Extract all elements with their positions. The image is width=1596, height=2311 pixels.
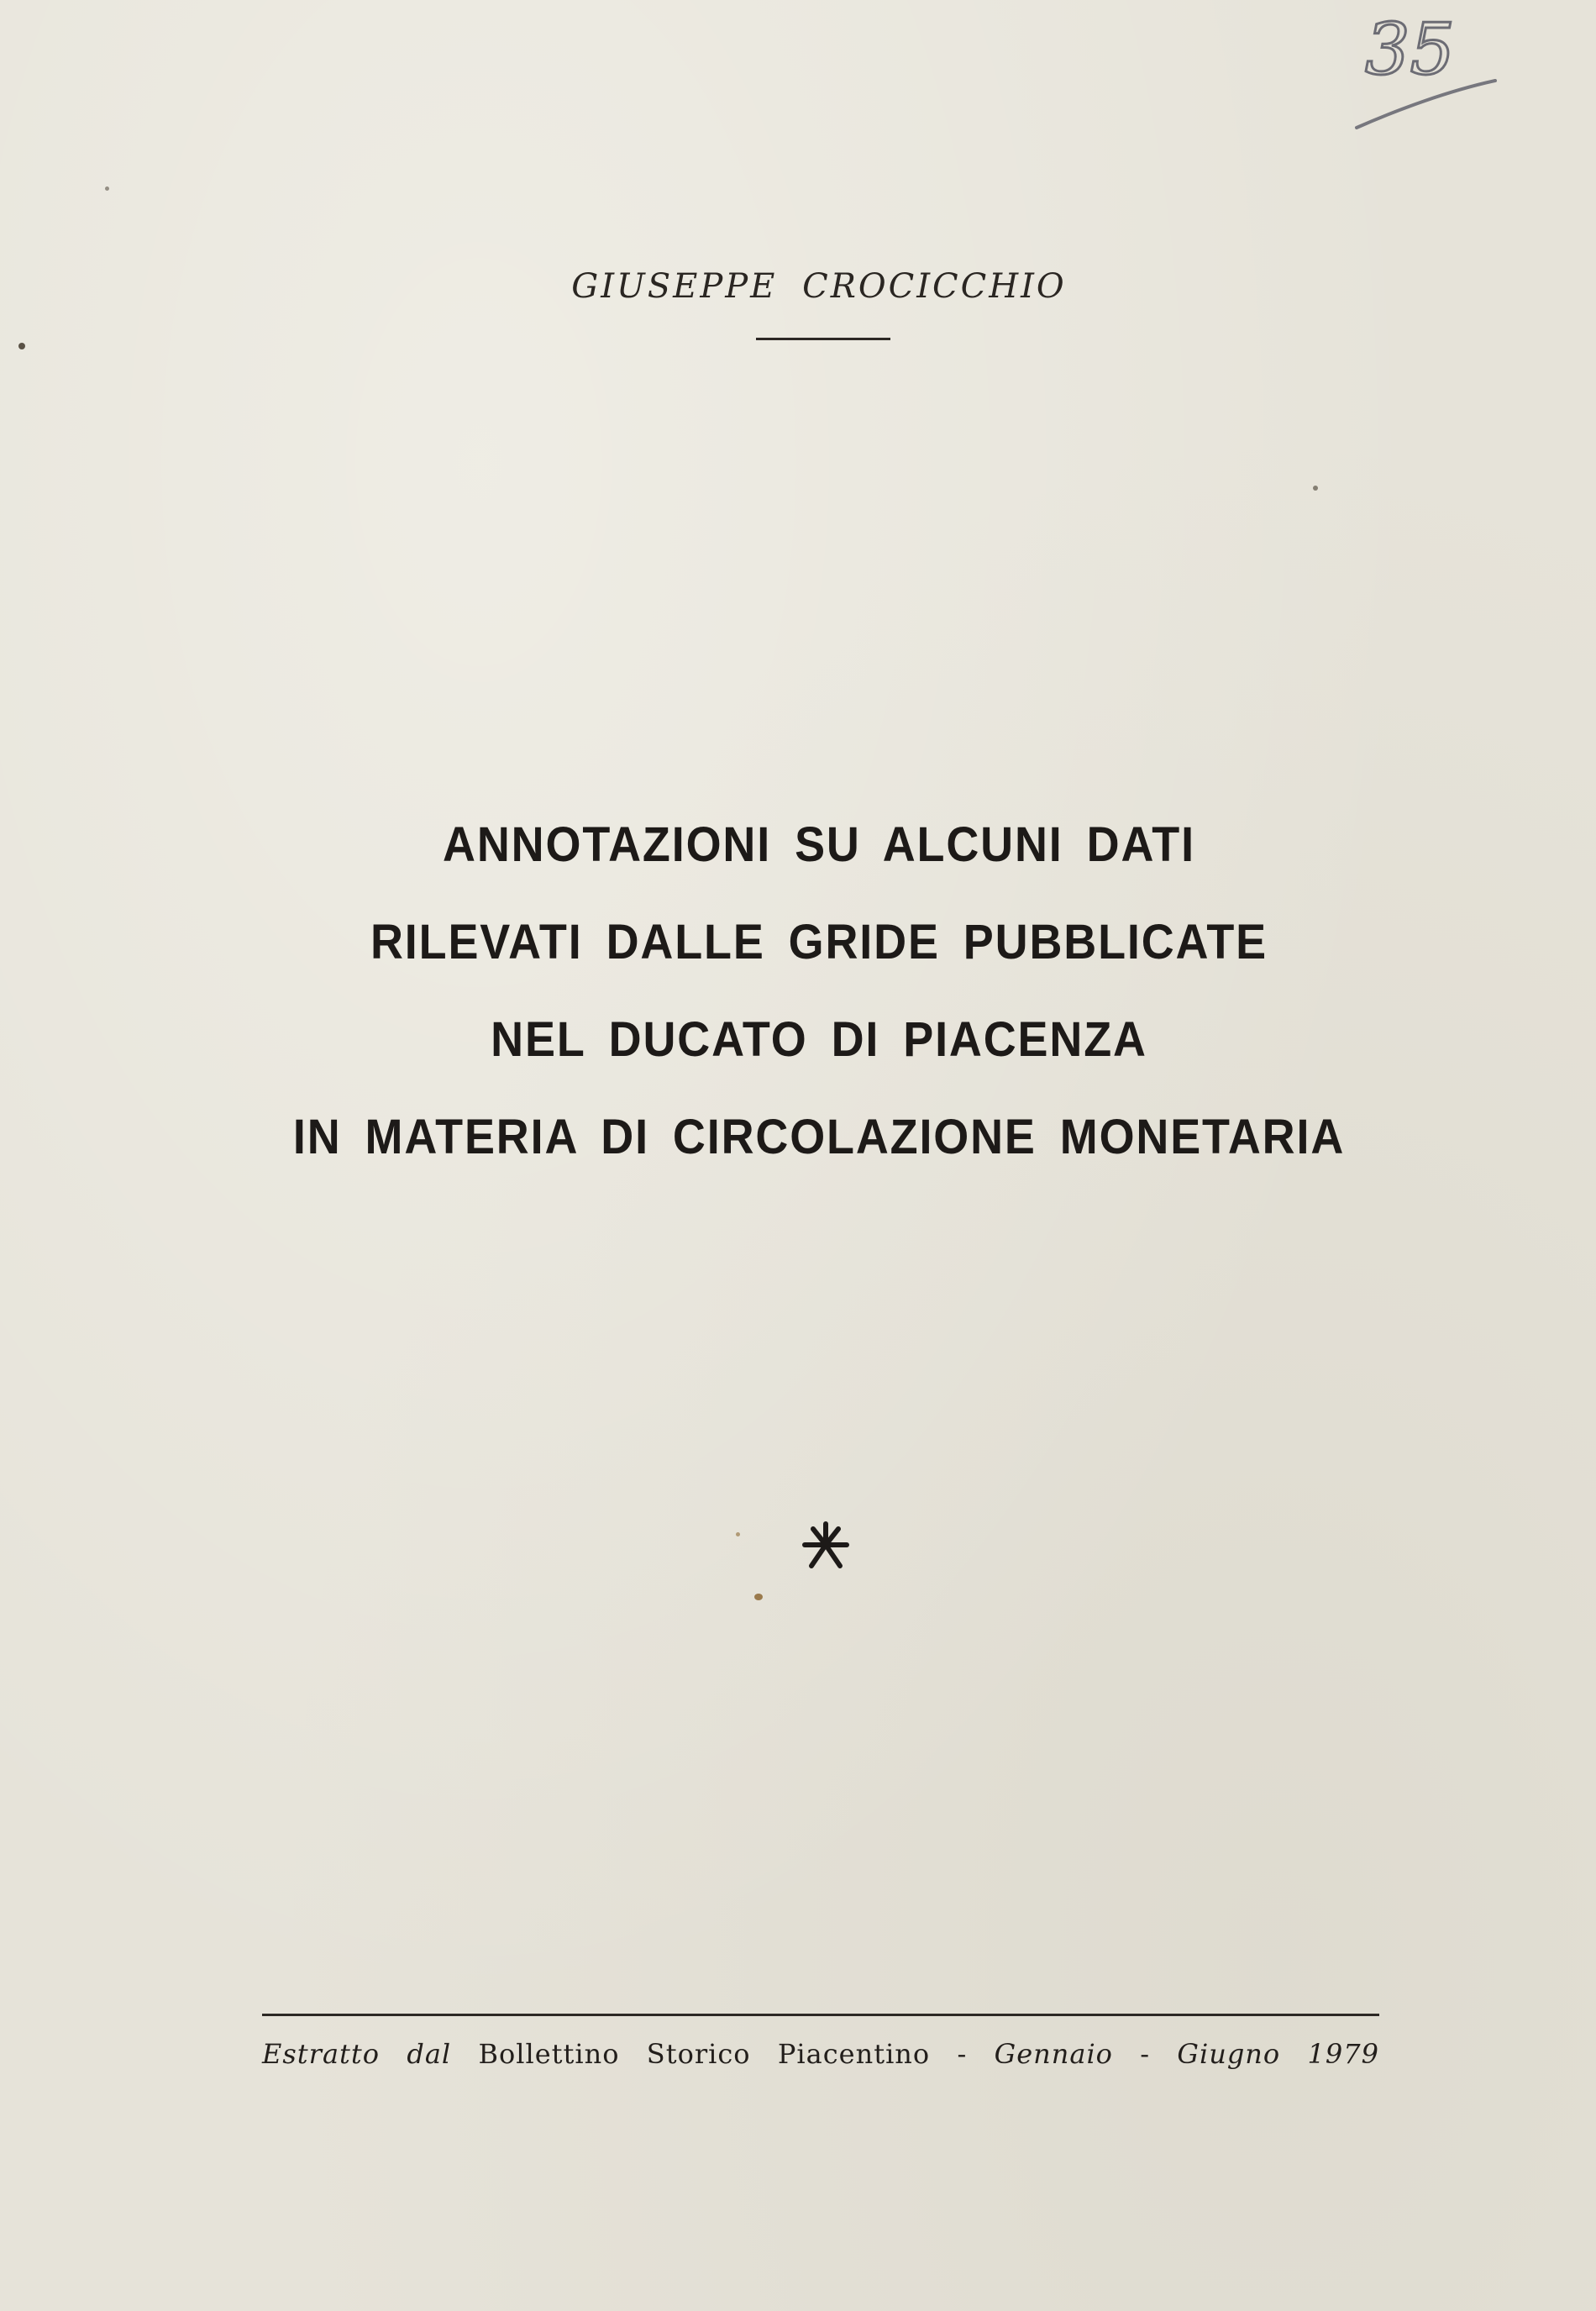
footer-word: dal bbox=[407, 2038, 452, 2070]
paper-speck bbox=[1313, 486, 1318, 491]
paper-speck bbox=[18, 343, 25, 349]
title-line-3: NEL DUCATO DI PIACENZA bbox=[491, 1012, 1147, 1067]
footer-separator: - bbox=[1140, 2038, 1151, 2070]
publication-footer bbox=[262, 2038, 1379, 2070]
footer-month-end: Giugno bbox=[1177, 2038, 1281, 2070]
svg-text:35: 35 bbox=[1365, 8, 1455, 91]
handwritten-number-mark bbox=[1348, 8, 1508, 134]
footer-journal-word: Bollettino bbox=[478, 2038, 620, 2070]
asterisk-ornament-icon bbox=[798, 1517, 853, 1573]
footer-year: 1979 bbox=[1307, 2038, 1379, 2070]
paper-speck bbox=[754, 1594, 763, 1600]
footer-journal-word: Storico bbox=[646, 2038, 751, 2070]
footer-journal-word: Piacentino bbox=[777, 2038, 931, 2070]
title-line-4: IN MATERIA DI CIRCOLAZIONE MONETARIA bbox=[292, 1110, 1346, 1164]
paper-speck bbox=[736, 1532, 740, 1536]
footer-rule bbox=[262, 2014, 1379, 2016]
footer-word: Estratto bbox=[262, 2038, 380, 2070]
footer-month-start: Gennaio bbox=[994, 2038, 1113, 2070]
author-name: GIUSEPPE CROCICCHIO bbox=[571, 267, 1067, 306]
footer-separator: - bbox=[957, 2038, 968, 2070]
title-line-1: ANNOTAZIONI SU ALCUNI DATI bbox=[443, 817, 1195, 872]
paper-speck bbox=[105, 186, 109, 191]
title-line-2: RILEVATI DALLE GRIDE PUBBLICATE bbox=[370, 915, 1268, 969]
author-underline bbox=[756, 338, 890, 340]
document-title bbox=[0, 796, 1596, 1186]
